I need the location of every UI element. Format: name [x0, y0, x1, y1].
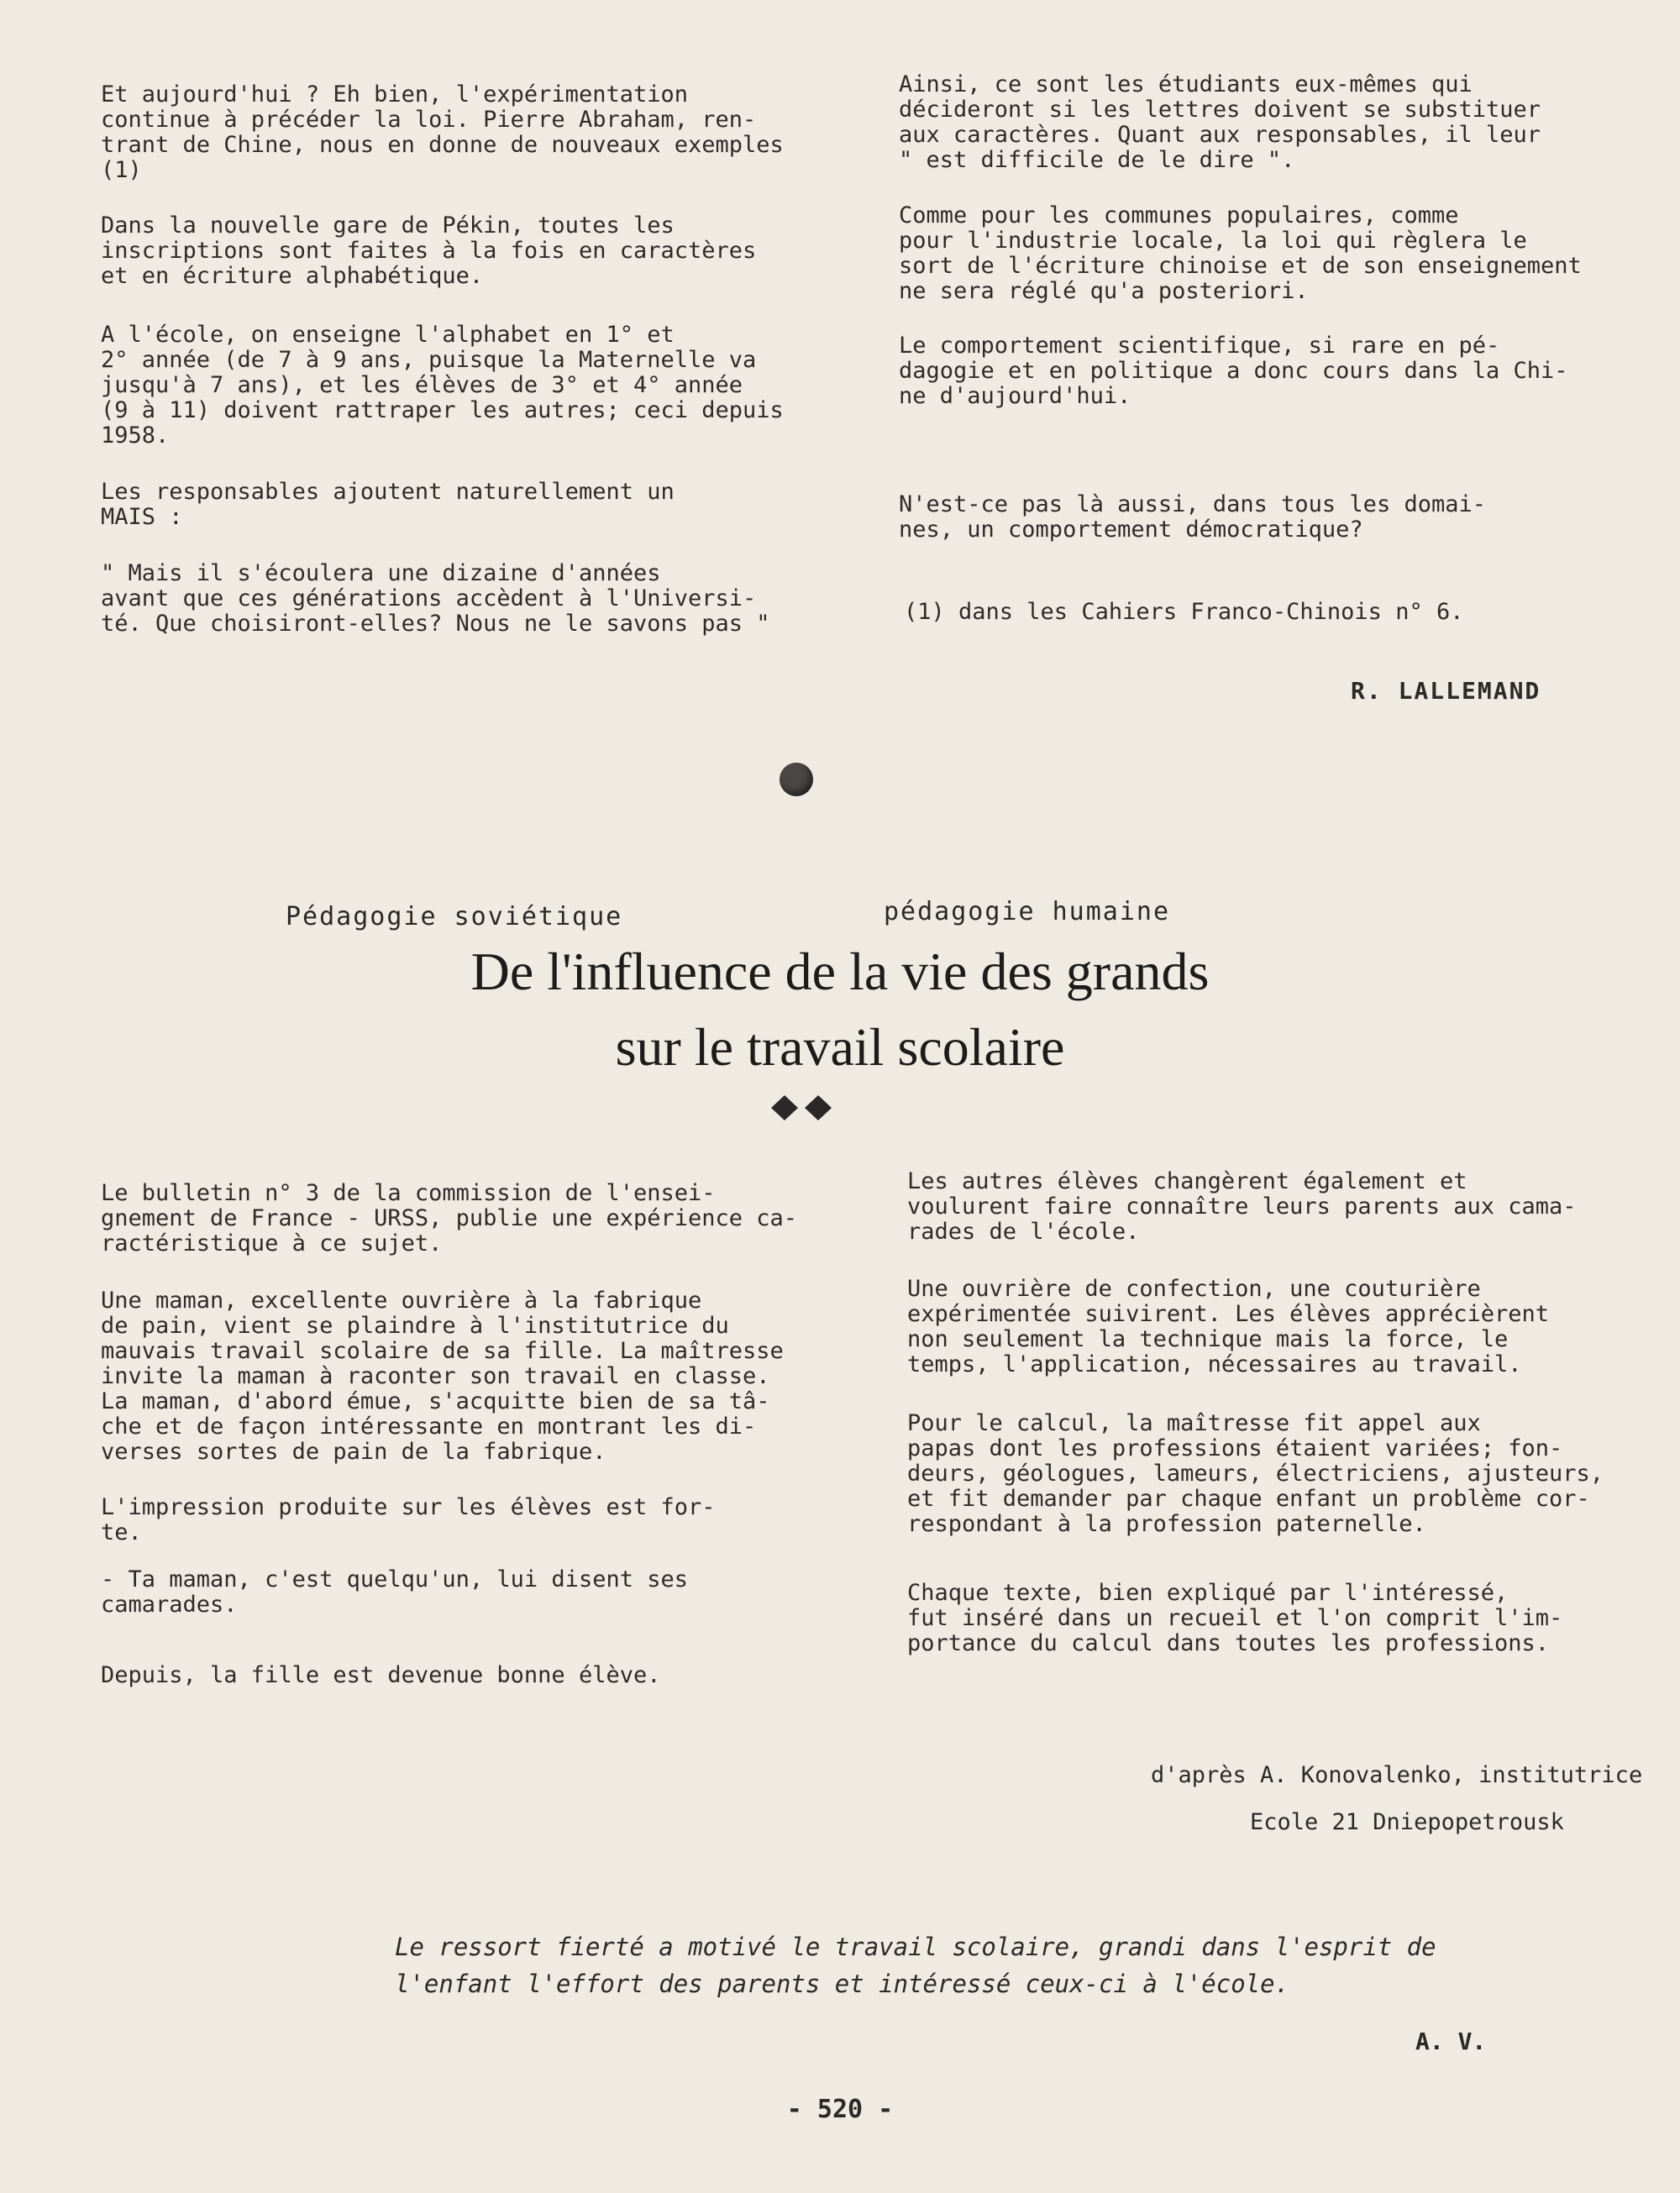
paragraph: Les responsables ajoutent naturellement un MAIS : — [101, 479, 675, 530]
paragraph: Les autres élèves changèrent également et voulurent faire connaître leurs parents aux cama- rades de l'école. — [907, 1168, 1577, 1245]
credit-author: d'après A. Konovalenko, institutrice — [1151, 1762, 1643, 1788]
paragraph: Comme pour les communes populaires, comme pour l'industrie locale, la loi qui règlera le sort de l'écriture chinoise et de son enseignement ne sera réglé qu'a posteriori. — [899, 202, 1582, 304]
kicker-right: pédagogie humaine — [884, 897, 1171, 926]
paragraph: Dans la nouvelle gare de Pékin, toutes les inscriptions sont faites à la fois en caractères et en écriture alphabétique. — [101, 212, 757, 289]
paragraph: L'impression produite sur les élèves est for- te. — [101, 1494, 716, 1545]
author-signature: R. LALLEMAND — [1351, 677, 1541, 705]
note-initials: A. V. — [1415, 2028, 1487, 2055]
paragraph: Et aujourd'hui ? Eh bien, l'expérimentation continue à précéder la loi. Pierre Abraham, ren- trant de Chine, nous en donne de nouveaux exemples (1) — [101, 81, 784, 183]
headline-line-1: De l'influence de la vie des grands — [470, 942, 1210, 1001]
quote-paragraph: " Mais il s'écoulera une dizaine d'années avant que ces générations accèdent à l'Universi- té. Que choisiront-elles? Nous ne le savons pas " — [101, 560, 770, 637]
paragraph: - Ta maman, c'est quelqu'un, lui disent ses camarades. — [101, 1566, 688, 1618]
section-bullet — [780, 763, 813, 796]
kicker-left: Pédagogie soviétique — [286, 902, 623, 931]
paragraph: Une maman, excellente ouvrière à la fabrique de pain, vient se plaindre à l'institutrice du mauvais travail scolaire de sa fille. La maîtresse invite la maman à raconter son travail en classe. La maman, d'abord émue, s'acquitte bien de sa tâ- che et de façon intéressante en montrant les di- verses sortes de pain de la fabrique. — [101, 1288, 784, 1465]
paragraph: Le bulletin n° 3 de la commission de l'ensei- gnement de France - URSS, publie une expérience ca- ractéristique à ce sujet. — [101, 1180, 798, 1257]
paragraph: Depuis, la fille est devenue bonne élève. — [101, 1662, 661, 1688]
paragraph: Pour le calcul, la maîtresse fit appel aux papas dont les professions étaient variées; fon- deurs, géologues, lameurs, électriciens, ajusteurs, et fit demander par chaque enfant un problème cor- respondant à la profession paternelle. — [907, 1410, 1604, 1537]
page-number: - 520 - — [786, 2095, 894, 2124]
paragraph: Le comportement scientifique, si rare en pé- dagogie et en politique a donc cours dans la Chi- ne d'aujourd'hui. — [899, 333, 1568, 409]
paragraph: A l'école, on enseigne l'alphabet en 1° et 2° année (de 7 à 9 ans, puisque la Maternelle va jusqu'à 7 ans), et les élèves de 3° et 4° année (9 à 11) doivent rattraper les autres; ceci depuis 1958. — [101, 322, 784, 449]
diamond-ornament-icon — [769, 1094, 837, 1122]
paragraph: N'est-ce pas là aussi, dans tous les domai- nes, un comportement démocratique? — [899, 491, 1486, 543]
paragraph: Une ouvrière de confection, une couturière expérimentée suivirent. Les élèves apprécièrent non seulement la technique mais la force, le temps, l'application, nécessaires au travail. — [907, 1276, 1550, 1377]
headline-line-2: sur le travail scolaire — [615, 1017, 1065, 1077]
footnote: (1) dans les Cahiers Franco-Chinois n° 6. — [904, 599, 1464, 625]
paragraph: Chaque texte, bien expliqué par l'intéressé, fut inséré dans un recueil et l'on comprit l'im- portance du calcul dans toutes les professions. — [907, 1580, 1563, 1656]
paragraph: Ainsi, ce sont les étudiants eux-mêmes qui décideront si les lettres doivent se substituer aux caractères. Quant aux responsables, il leur " est difficile de le dire ". — [899, 71, 1541, 173]
editorial-note: Le ressort fierté a motivé le travail scolaire, grandi dans l'esprit de l'enfant l'effort des parents et intéressé ceux-ci à l'école. — [395, 1933, 1436, 1998]
credit-school: Ecole 21 Dniepopetrousk — [1250, 1809, 1564, 1835]
